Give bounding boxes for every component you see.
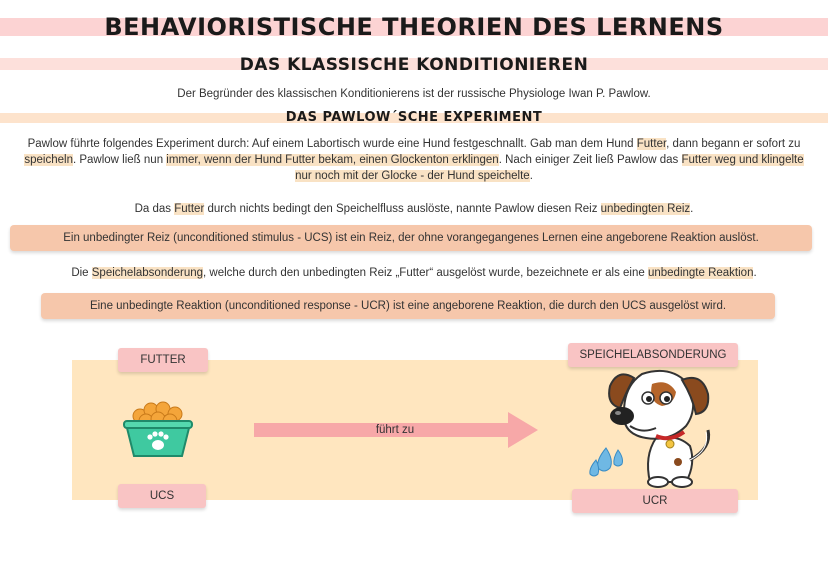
response-label-chip: SPEICHELABSONDERUNG [568, 343, 738, 367]
highlighted-text: speicheln [24, 154, 73, 166]
highlighted-text: unbedingten Reiz [600, 203, 691, 215]
response-code-chip: UCR [572, 489, 738, 513]
paragraph-text: , dann begann er sofort zu [666, 138, 801, 150]
highlighted-text: immer, wenn der Hund Futter bekam, einen Glockenton erklingen [166, 154, 499, 166]
paragraph-text: . Nach einiger Zeit ließ Pawlow das [498, 154, 682, 166]
paragraph-text: . [529, 170, 533, 182]
highlighted-text: Futter weg und klingelte nur noch mit der Glocke - der Hund speichelte [295, 154, 804, 182]
paragraph-text: . Pawlow ließ nun [72, 154, 167, 166]
stimulus-label-chip: FUTTER [118, 348, 208, 372]
paragraph-text: . [753, 267, 757, 279]
page-subtitle: DAS KLASSISCHE KONDITIONIEREN [239, 55, 589, 75]
experiment-heading: DAS PAWLOW´SCHE EXPERIMENT [285, 110, 543, 125]
page-title: BEHAVIORISTISCHE THEORIEN DES LERNENS [104, 13, 724, 41]
stimulus-code-chip: UCS [118, 484, 206, 508]
saliva-drops-icon [590, 448, 623, 476]
highlighted-text: Futter [636, 138, 667, 150]
highlighted-text: unbedingte Reaktion [647, 267, 754, 279]
arrow-label: führt zu [375, 424, 415, 436]
experiment-paragraph-1 [20, 136, 808, 184]
dog-icon [586, 364, 724, 492]
ucs-definition-box: Ein unbedingter Reiz (unconditioned stimulus - UCS) ist ein Reiz, der ohne vorangegangenes Lernen eine angeborene Reaktion auslöst. [10, 225, 812, 251]
ucr-definition-box: Eine unbedingte Reaktion (unconditioned response - UCR) ist eine angeborene Reaktion, die durch den UCS ausgelöst wird. [41, 293, 775, 319]
highlighted-text: Speichelabsonderung [91, 267, 204, 279]
paragraph-text: . [690, 203, 694, 215]
intro-text: Der Begründer des klassischen Konditionierens ist der russische Physiologe Iwan P. Pawlow. [177, 88, 651, 100]
paragraph-text: Pawlow führte folgendes Experiment durch: Auf einem Labortisch wurde eine Hund festgeschnallt. Gab man dem Hund [27, 138, 637, 150]
paragraph-text: , welche durch den unbedingten Reiz „Futter“ ausgelöst wurde, bezeichnete er als eine [203, 267, 648, 279]
paragraph-text: Da das [134, 203, 175, 215]
highlighted-text: Futter [174, 203, 205, 215]
food-bowl-icon [118, 394, 198, 464]
paragraph-text: durch nichts bedingt den Speichelfluss auslöste, nannte Pawlow diesen Reiz [204, 203, 601, 215]
experiment-paragraph-3 [20, 265, 808, 281]
paragraph-text: Die [71, 267, 92, 279]
experiment-paragraph-2 [20, 201, 808, 217]
